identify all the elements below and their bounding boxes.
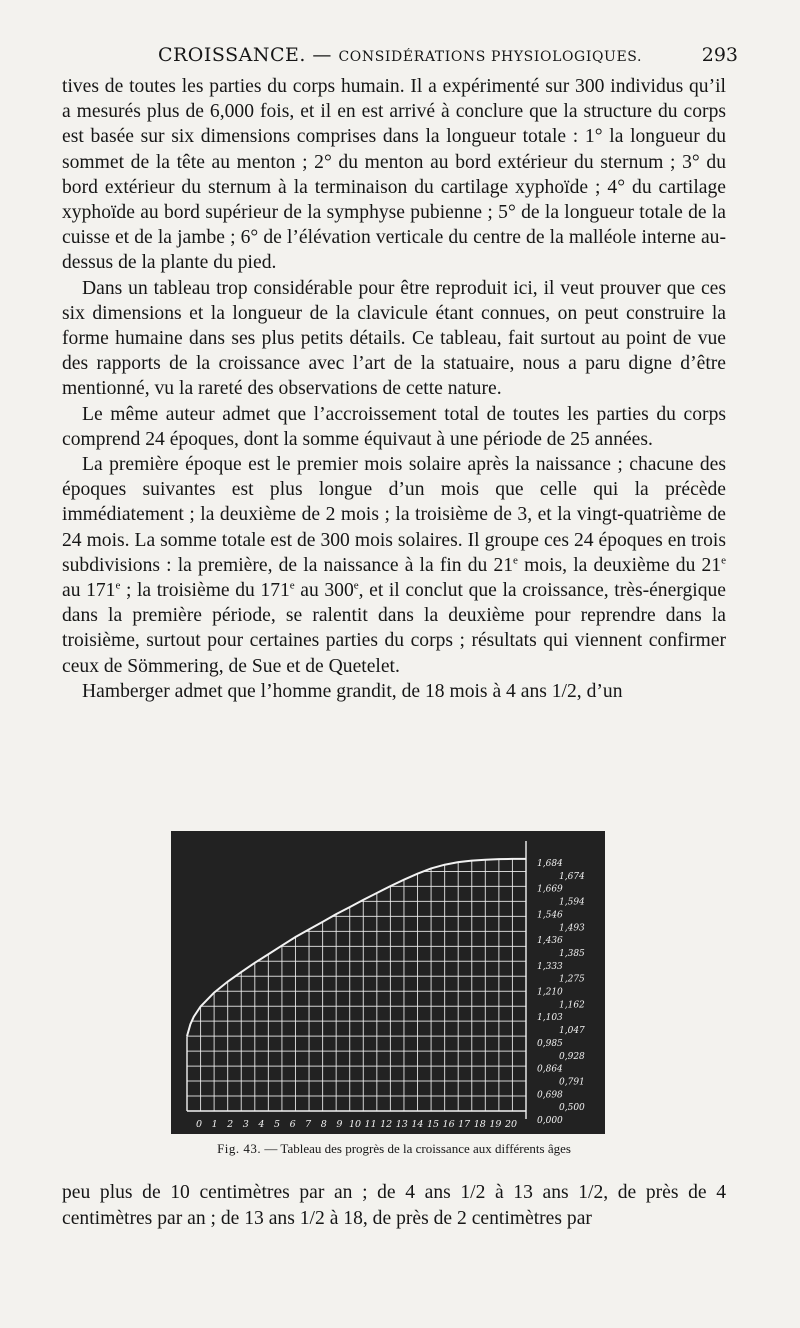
running-head-separator: — xyxy=(305,44,339,66)
right-value-label: 1,103 xyxy=(537,1013,563,1024)
superscript: e xyxy=(353,579,359,592)
running-head-sub: CONSIDÉRATIONS PHYSIOLOGIQUES. xyxy=(338,49,643,65)
running-head-main: CROISSANCE. xyxy=(157,44,306,66)
superscript: e xyxy=(513,554,518,567)
right-value-label: 0,000 xyxy=(537,1116,563,1126)
x-tick-label: 9 xyxy=(336,1119,343,1130)
superscript: e xyxy=(721,554,726,567)
running-head-title xyxy=(62,40,738,72)
paragraph-4 xyxy=(62,452,726,679)
x-tick-label: 7 xyxy=(305,1119,312,1130)
x-tick-label: 18 xyxy=(473,1119,486,1130)
x-tick-label: 19 xyxy=(489,1119,502,1130)
right-value-label: 1,493 xyxy=(559,923,585,934)
right-value-label: 1,684 xyxy=(537,859,563,869)
growth-chart xyxy=(171,831,605,1134)
running-head xyxy=(62,40,738,70)
x-tick-label: 16 xyxy=(442,1119,455,1130)
body-text xyxy=(62,74,726,704)
para4-part-a: La première époque est le premier mois solaire après la naissance ; chacune des époques suivantes est plus longue d’un mois que celle qui la précède immédiatement ; la deuxième de 2 mois ; la troisième de 3, et la vingt-quatrième de 24 mois. La somme totale est de 300 mois solaires. Il groupe ces 24 époques en trois subdivisions : la première, de la naissance à la fin du 21 xyxy=(62,454,726,576)
x-tick-label: 12 xyxy=(380,1119,393,1130)
x-tick-label: 4 xyxy=(258,1119,265,1130)
right-value-label: 1,669 xyxy=(537,884,563,895)
x-tick-label: 8 xyxy=(320,1119,327,1130)
figure-label: Fig. 43. xyxy=(217,1141,262,1156)
x-tick-label: 17 xyxy=(458,1119,471,1130)
page-number: 293 xyxy=(701,44,738,66)
x-tick-label: 13 xyxy=(395,1119,408,1130)
right-value-label: 0,500 xyxy=(559,1103,585,1114)
superscript: e xyxy=(115,579,121,592)
para4-part-d: ; la troisième du 171 xyxy=(120,580,290,602)
right-value-label: 1,436 xyxy=(537,936,563,947)
growth-curve xyxy=(187,859,526,1036)
paragraph-3: Le même auteur admet que l’accroissement total de toutes les parties du corps comprend 24 époques, dont la somme équivaut à une période de 25 années. xyxy=(62,403,726,450)
right-value-label: 1,674 xyxy=(559,871,585,882)
para4-part-b: mois, la deuxième du 21 xyxy=(517,554,722,576)
right-value-label: 0,985 xyxy=(537,1038,563,1049)
paragraph-1: tives de toutes les parties du corps humain. Il a expérimenté sur 300 individus qu’il a mesurés plus de 6,000 fois, et il en est arrivé à conclure que la structure du corps est basée sur six dimensions comprises dans la longueur totale : 1° la longueur du sommet de la tête au menton ; 2° du menton au bord extérieur du sternum ; 3° du bord extérieur du sternum à la terminaison du cartilage xyphoïde ; 4° du cartilage xyphoïde au bord supérieur de la symphyse pubienne ; 5° de la longueur totale de la cuisse et de la jambe ; 6° de l’élévation verticale du centre de la malléole interne au-dessus de la plante du pied. xyxy=(62,76,726,274)
figure-caption xyxy=(62,1140,726,1158)
right-value-label: 0,791 xyxy=(559,1077,585,1088)
x-tick-label: 10 xyxy=(348,1119,362,1130)
x-tick-label: 5 xyxy=(273,1119,281,1130)
x-tick-label: 6 xyxy=(289,1119,296,1130)
right-value-label: 1,275 xyxy=(559,974,585,985)
x-tick-label: 11 xyxy=(364,1119,377,1130)
para4-part-e: au 300 xyxy=(294,580,354,602)
x-tick-label: 1 xyxy=(211,1119,218,1130)
x-tick-label: 3 xyxy=(242,1119,249,1130)
right-value-label: 1,162 xyxy=(559,1000,585,1011)
right-value-label: 0,928 xyxy=(559,1051,585,1062)
continuation-text xyxy=(62,1180,726,1231)
x-tick-label: 0 xyxy=(195,1119,203,1130)
right-value-label: 1,385 xyxy=(559,948,585,959)
paragraph-6: peu plus de 10 centimètres par an ; de 4 ans 1/2 à 13 ans 1/2, de près de 4 centimètres par an ; de 13 ans 1/2 à 18, de près de 2 centimètres par xyxy=(62,1182,726,1229)
right-value-label: 1,210 xyxy=(537,987,563,998)
x-tick-label: 14 xyxy=(411,1119,424,1130)
right-value-label: 0,698 xyxy=(537,1090,563,1101)
right-value-label: 1,333 xyxy=(537,961,563,972)
para4-part-c: au 171 xyxy=(62,580,116,602)
superscript: e xyxy=(289,579,295,592)
figure-caption-text: — Tableau des progrès de la croissance aux différents âges xyxy=(261,1141,571,1156)
x-tick-label: 20 xyxy=(504,1119,518,1130)
x-tick-label: 2 xyxy=(227,1119,234,1130)
x-tick-label: 15 xyxy=(426,1119,440,1130)
growth-chart-figure xyxy=(171,831,605,1134)
right-value-label: 1,546 xyxy=(537,910,563,921)
para4-part-f: , et il conclut que la croissance, très-énergique dans la première période, se ralentit dans la deuxième pour reprendre dans la troisième, surtout pour certaines parties du corps ; résultats qui viennent confirmer ceux de Sömmering, de Sue et de Quetelet. xyxy=(62,580,726,677)
right-value-label: 1,047 xyxy=(559,1026,585,1037)
paragraph-2: Dans un tableau trop considérable pour être reproduit ici, il veut prouver que ces six dimensions et la longueur de la clavicule étant connues, on peut construire la forme humaine dans ses plus petits détails. Ce tableau, fait surtout au point de vue des rapports de la croissance avec l’art de la statuaire, nous a paru digne d’être mentionné, vu la rareté des observations de cette nature. xyxy=(62,277,726,400)
right-value-label: 1,594 xyxy=(559,897,585,908)
right-value-label: 0,864 xyxy=(537,1064,563,1075)
paragraph-5: Hamberger admet que l’homme grandit, de 18 mois à 4 ans 1/2, d’un xyxy=(82,680,623,702)
